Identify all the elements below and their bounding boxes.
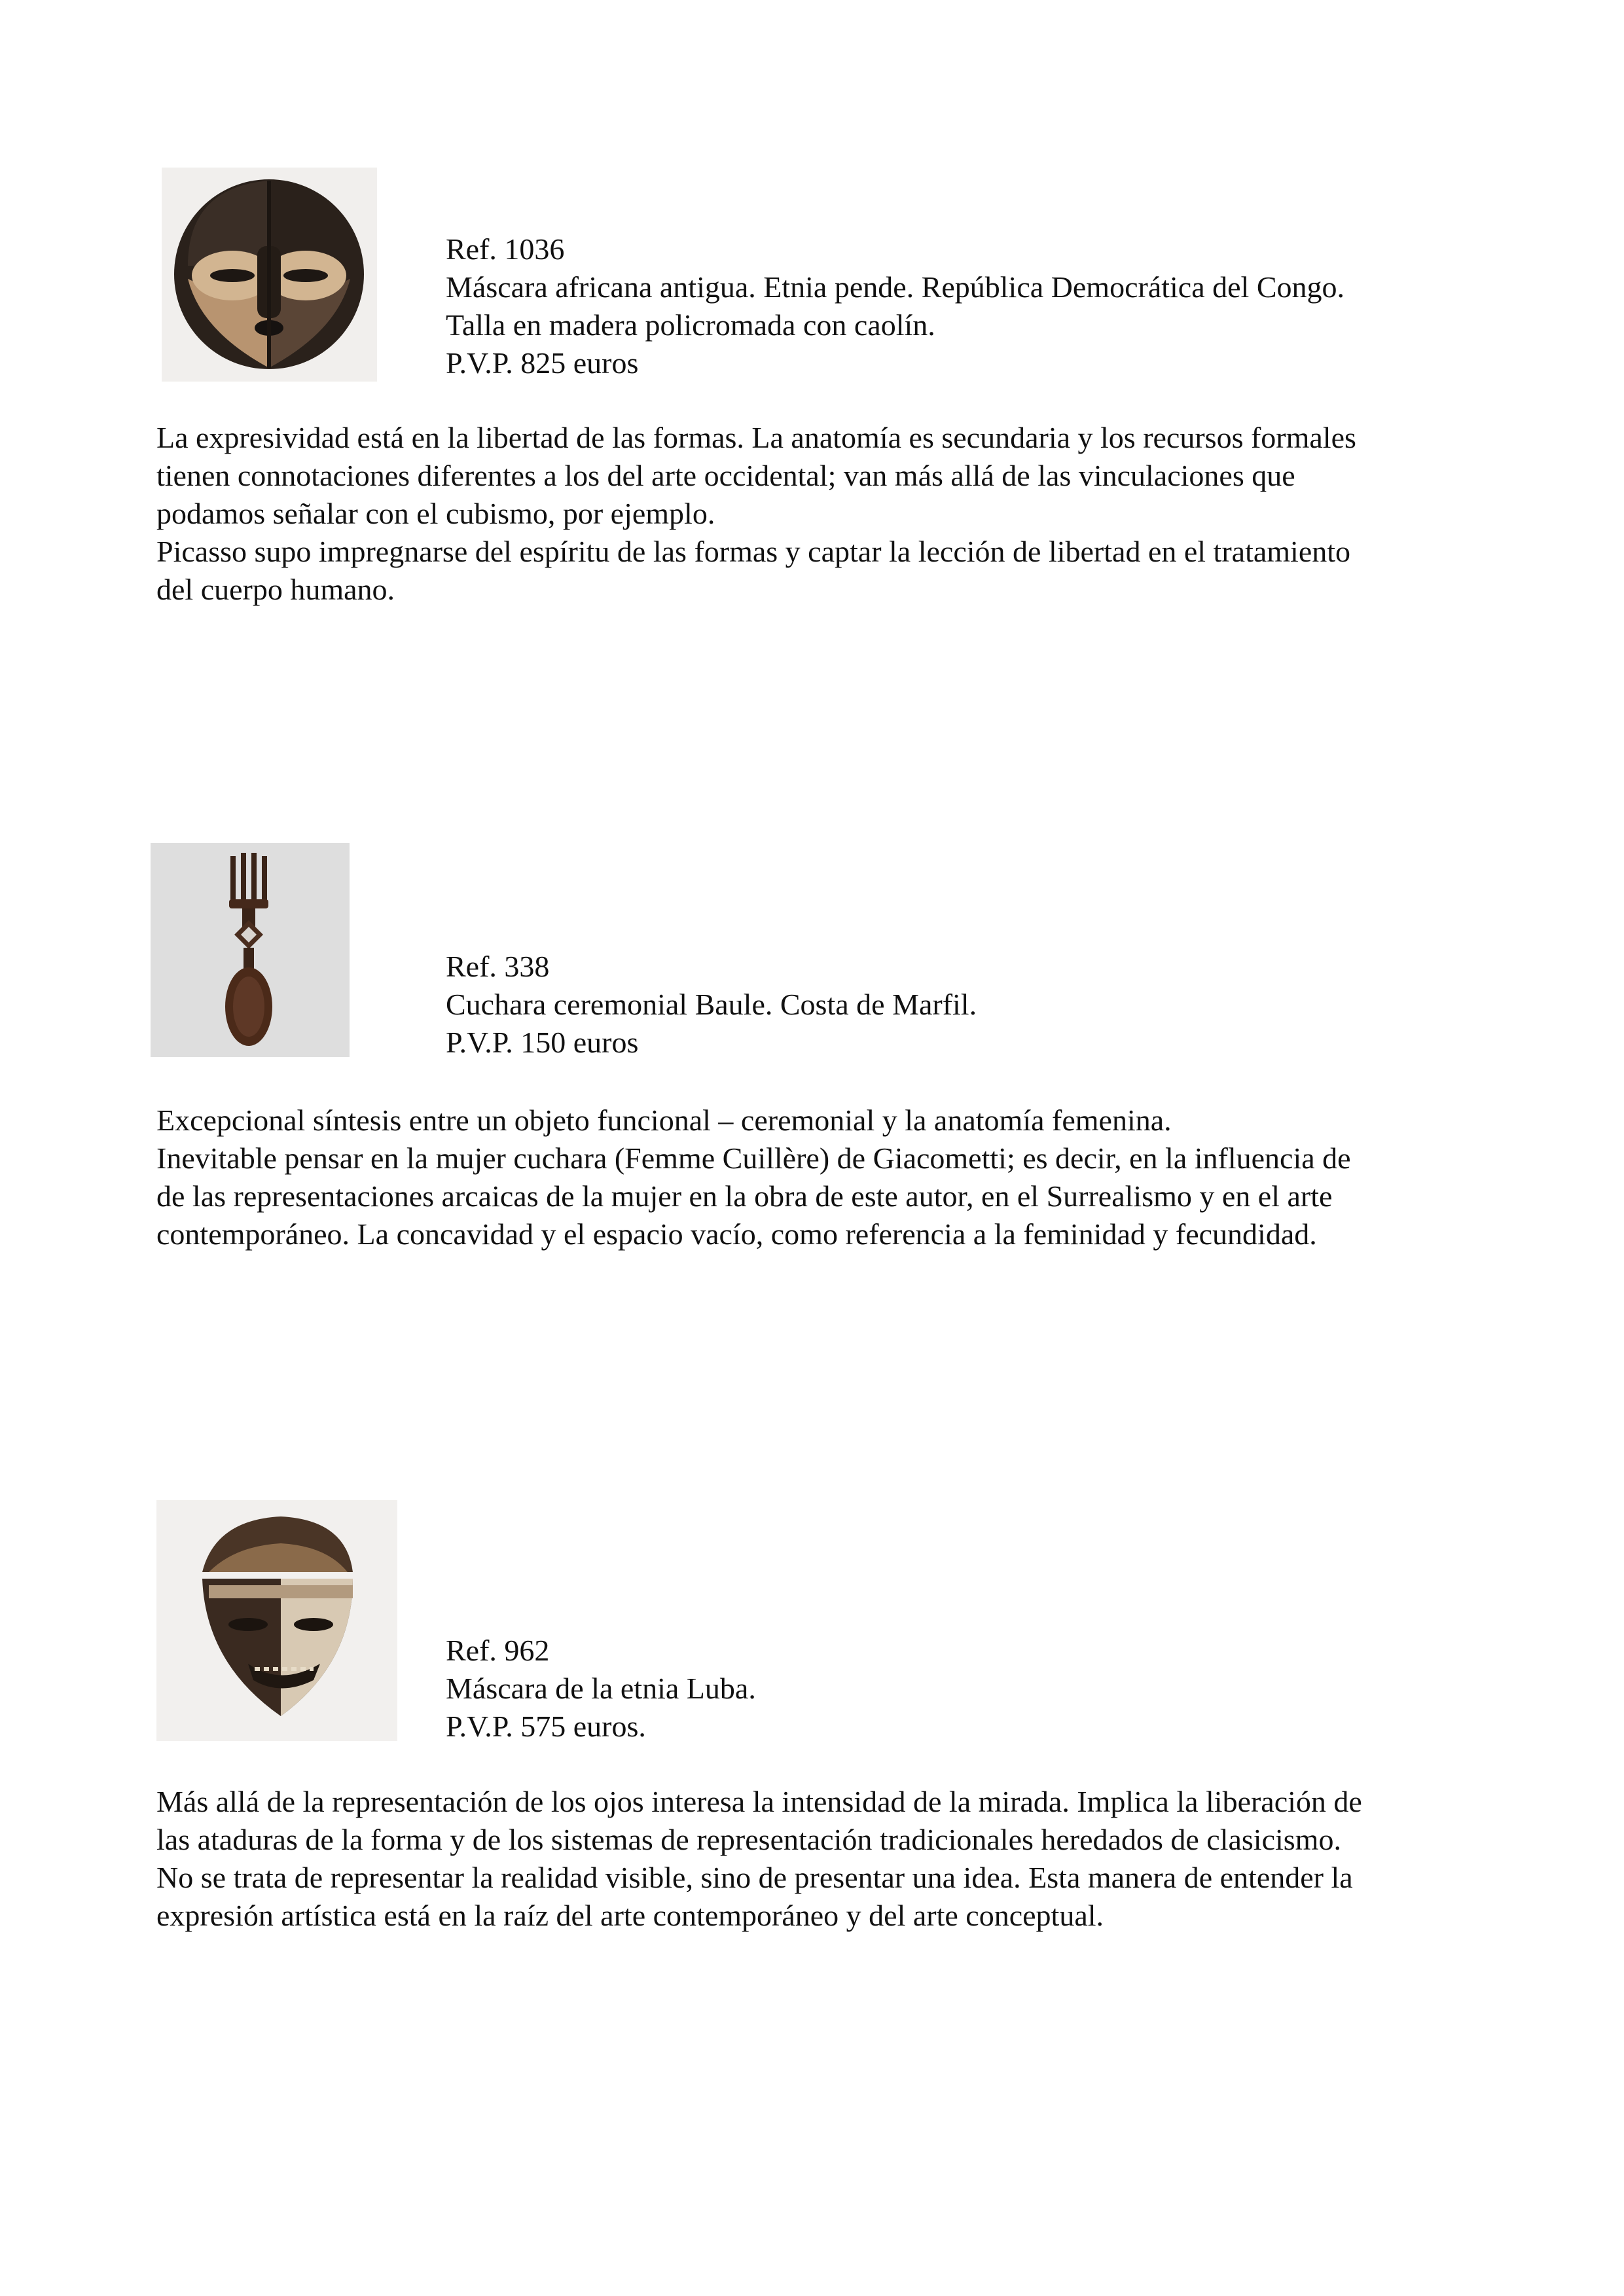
item-title: Cuchara ceremonial Baule. Costa de Marfil. xyxy=(446,988,977,1021)
item-title: Máscara africana antigua. Etnia pende. República Democrática del Congo. xyxy=(446,270,1345,304)
item-price: P.V.P. 825 euros xyxy=(446,346,639,380)
pende-mask-photo xyxy=(162,168,377,382)
item-962-caption xyxy=(446,1632,1559,1746)
item-1036-description: La expresividad está en la libertad de las formas. La anatomía es secundaria y los recursos formales tienen connotaciones diferentes a los del arte occidental; van más allá de las vinculaciones que podamos señalar con el cubismo, por ejemplo. Picasso supo impregnarse del espíritu de las formas y captar la lección de libertad en el tratamiento del cuerpo humano. xyxy=(156,421,1356,606)
item-338-description: Excepcional síntesis entre un objeto funcional – ceremonial y la anatomía femenina. Inevitable pensar en la mujer cuchara (Femme Cuillère) de Giacometti; es decir, en la influencia de de las representaciones arcaicas de la mujer en la obra de este autor, en el Surrealismo y en el arte contemporáneo. La concavidad y el espacio vacío, como referencia a la feminidad y fecundidad. xyxy=(156,1103,1351,1251)
mask-icon xyxy=(162,168,377,382)
item-price: P.V.P. 150 euros xyxy=(446,1026,639,1059)
item-ref: Ref. 338 xyxy=(446,950,550,983)
item-962-description: Más allá de la representación de los ojos interesa la intensidad de la mirada. Implica la liberación de las ataduras de la forma y de los sistemas de representación tradicionales heredados de clasicismo. No se trata de representar la realidad visible, sino de presentar una idea. Esta manera de entender la expresión artística está en la raíz del arte contemporáneo y del arte conceptual. xyxy=(156,1785,1362,1932)
mask-icon xyxy=(156,1500,397,1741)
item-ref: Ref. 1036 xyxy=(446,232,565,266)
baule-spoon-photo xyxy=(151,843,350,1057)
item-338-caption xyxy=(446,948,1559,1062)
spoon-icon xyxy=(151,843,350,1057)
item-title: Máscara de la etnia Luba. xyxy=(446,1672,756,1705)
luba-mask-photo xyxy=(156,1500,397,1741)
item-material: Talla en madera policromada con caolín. xyxy=(446,308,935,342)
item-ref: Ref. 962 xyxy=(446,1634,550,1667)
item-price: P.V.P. 575 euros. xyxy=(446,1710,646,1743)
item-1036-caption xyxy=(446,230,1559,382)
